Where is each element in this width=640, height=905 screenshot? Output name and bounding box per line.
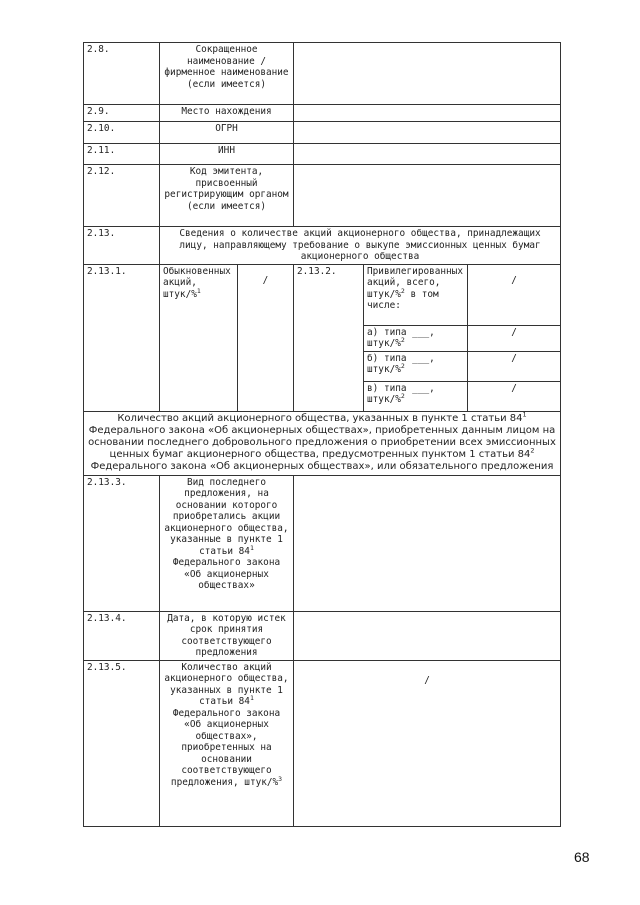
row-number: 2.11. (84, 144, 160, 165)
offer-type-value[interactable] (294, 475, 561, 611)
acquired-shares-label: Количество акций акционерного общества, указанных в пункте 1 статьи $84^1$ Федерального закона «Об акционерных обществах», приобретенных на основании соответствующего предложения, штук/%$^3$ (160, 660, 294, 826)
row-number: 2.13. (84, 227, 160, 265)
row-2-11 (84, 144, 561, 165)
field-label: Место нахождения (160, 105, 294, 122)
offer-date-label: Дата, в которую истек срок принятия соответствующего предложения (160, 611, 294, 660)
row-number: 2.13.4. (84, 611, 160, 660)
company-info-form (83, 42, 561, 827)
row-2-10 (84, 122, 561, 144)
row-number: 2.13.5. (84, 660, 160, 826)
row-2-8 (84, 43, 561, 105)
offer-date-value[interactable] (294, 611, 561, 660)
field-label: ОГРН (160, 122, 294, 144)
issuer-code-value[interactable] (294, 165, 561, 227)
type-v-label: в) типа ___, штук/%$^2$ (364, 381, 468, 411)
location-value[interactable] (294, 105, 561, 122)
row-number: 2.13.3. (84, 475, 160, 611)
offer-type-label: Вид последнего предложения, на основании которого приобретались акции акционерного общества, указанные в пункте 1 статьи $84^1$ Федерального закона «Об акционерных обществах» (160, 475, 294, 611)
field-label: ИНН (160, 144, 294, 165)
row-number: 2.10. (84, 122, 160, 144)
row-number: 2.8. (84, 43, 160, 105)
row-2-9 (84, 105, 561, 122)
row-2-13-3 (84, 475, 561, 611)
row-2-13-5 (84, 660, 561, 826)
type-b-value[interactable]: / (468, 351, 561, 381)
row-2-13-4 (84, 611, 561, 660)
inn-value[interactable] (294, 144, 561, 165)
row-number: 2.12. (84, 165, 160, 227)
ogrn-value[interactable] (294, 122, 561, 144)
row-number: 2.13.1. (84, 264, 160, 411)
acquired-shares-value[interactable]: / (294, 660, 561, 826)
row-info (84, 411, 561, 475)
type-b-label: б) типа ___, штук/%$^2$ (364, 351, 468, 381)
acquisition-info-heading: Количество акций акционерного общества, указанных в пункте 1 статьи $84^1$ Федерального закона «Об акционерных обществах», приобретенных данным лицом на основании последнего добровольного предложения о приобретении всех эмиссионных ценных бумаг акционерного общества, предусмотренных пунктом 1 статьи $84^2$ Федерального закона «Об акционерных обществах», или обязательного предложения (84, 411, 561, 475)
common-shares-value[interactable]: / (238, 264, 294, 411)
type-a-value[interactable]: / (468, 325, 561, 351)
section-heading: Сведения о количестве акций акционерного общества, принадлежащих лицу, направляющему требование о выкупе эмиссионных ценных бумаг акционерного общества (160, 227, 561, 265)
short-name-value[interactable] (294, 43, 561, 105)
row-number: 2.9. (84, 105, 160, 122)
page-number: 68 (574, 849, 590, 865)
row-2-12 (84, 165, 561, 227)
field-label: Сокращенное наименование / фирменное наименование (если имеется) (160, 43, 294, 105)
row-number: 2.13.2. (294, 264, 364, 411)
preferred-shares-value[interactable]: / (468, 264, 561, 325)
preferred-shares-label: Привилегированных акций, всего, штук/%$^2$ в том числе: (364, 264, 468, 325)
type-v-value[interactable]: / (468, 381, 561, 411)
type-a-label: а) типа ___, штук/%$^2$ (364, 325, 468, 351)
row-2-13 (84, 227, 561, 265)
row-2-13-1 (84, 264, 561, 325)
field-label: Код эмитента, присвоенный регистрирующим органом (если имеется) (160, 165, 294, 227)
common-shares-label: Обыкновенных акций, штук/%$^1$ (160, 264, 238, 411)
